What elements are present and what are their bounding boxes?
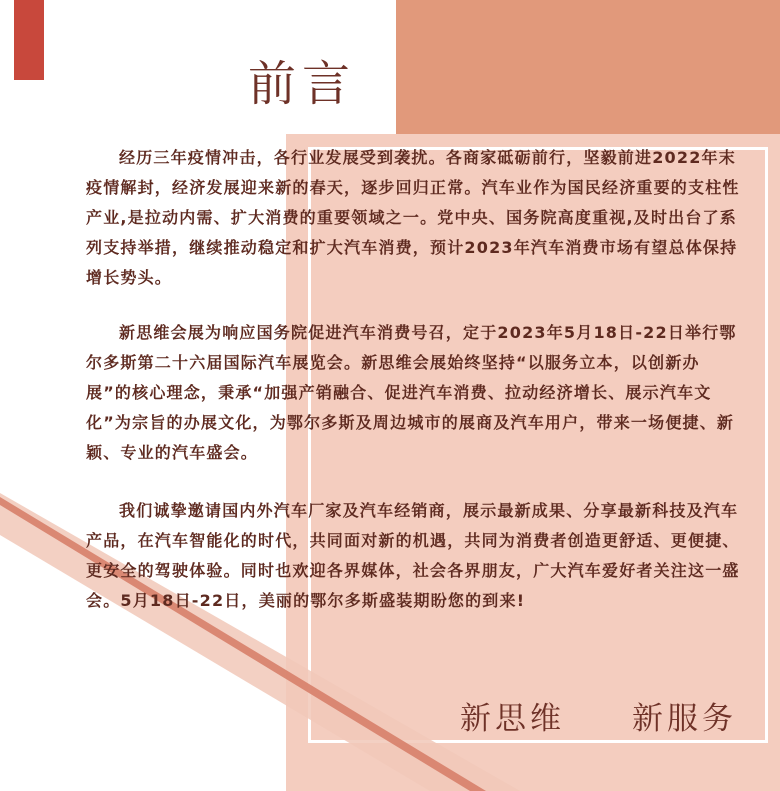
slogan-new-service: 新服务 — [632, 701, 737, 737]
slogan-new-thinking: 新思维 — [460, 701, 565, 737]
page-title: 前言 — [248, 56, 357, 112]
intro-paragraph-2: 新思维会展为响应国务院促进汽车消费号召，定于2023年5月18日-22日举行鄂尔多斯第二十六届国际汽车展览会。新思维会展始终坚持“以服务立本，以创新办展”的核心理念，秉承“加强产销融合、促进汽车消费、拉动经济增长、展示汽车文化”为宗旨的办展文化，为鄂尔多斯及周边城市的展商及汽车用户，带来一场便捷、新颖、专业的汽车盛会。 — [86, 323, 737, 462]
intro-paragraph-3: 我们诚挚邀请国内外汽车厂家及汽车经销商，展示最新成果、分享最新科技及汽车产品，在汽车智能化的时代，共同面对新的机遇，共同为消费者创造更舒适、更便捷、更安全的驾驶体验。同时也欢迎各界媒体，社会各界朋友，广大汽车爱好者关注这一盛会。5月18日-22日，美丽的鄂尔多斯盛装期盼您的到来! — [86, 501, 740, 610]
intro-paragraph-1: 经历三年疫情冲击，各行业发展受到袭扰。各商家砥砺前行，坚毅前进2022年末疫情解封，经济发展迎来新的春天，逐步回归正常。汽车业作为国民经济重要的支柱性产业,是拉动内需、扩大消费的重要领域之一。党中央、国务院高度重视,及时出台了系列支持举措，继续推动稳定和扩大汽车消费，预计2023年汽车消费市场有望总体保持增长势头。 — [86, 148, 740, 287]
